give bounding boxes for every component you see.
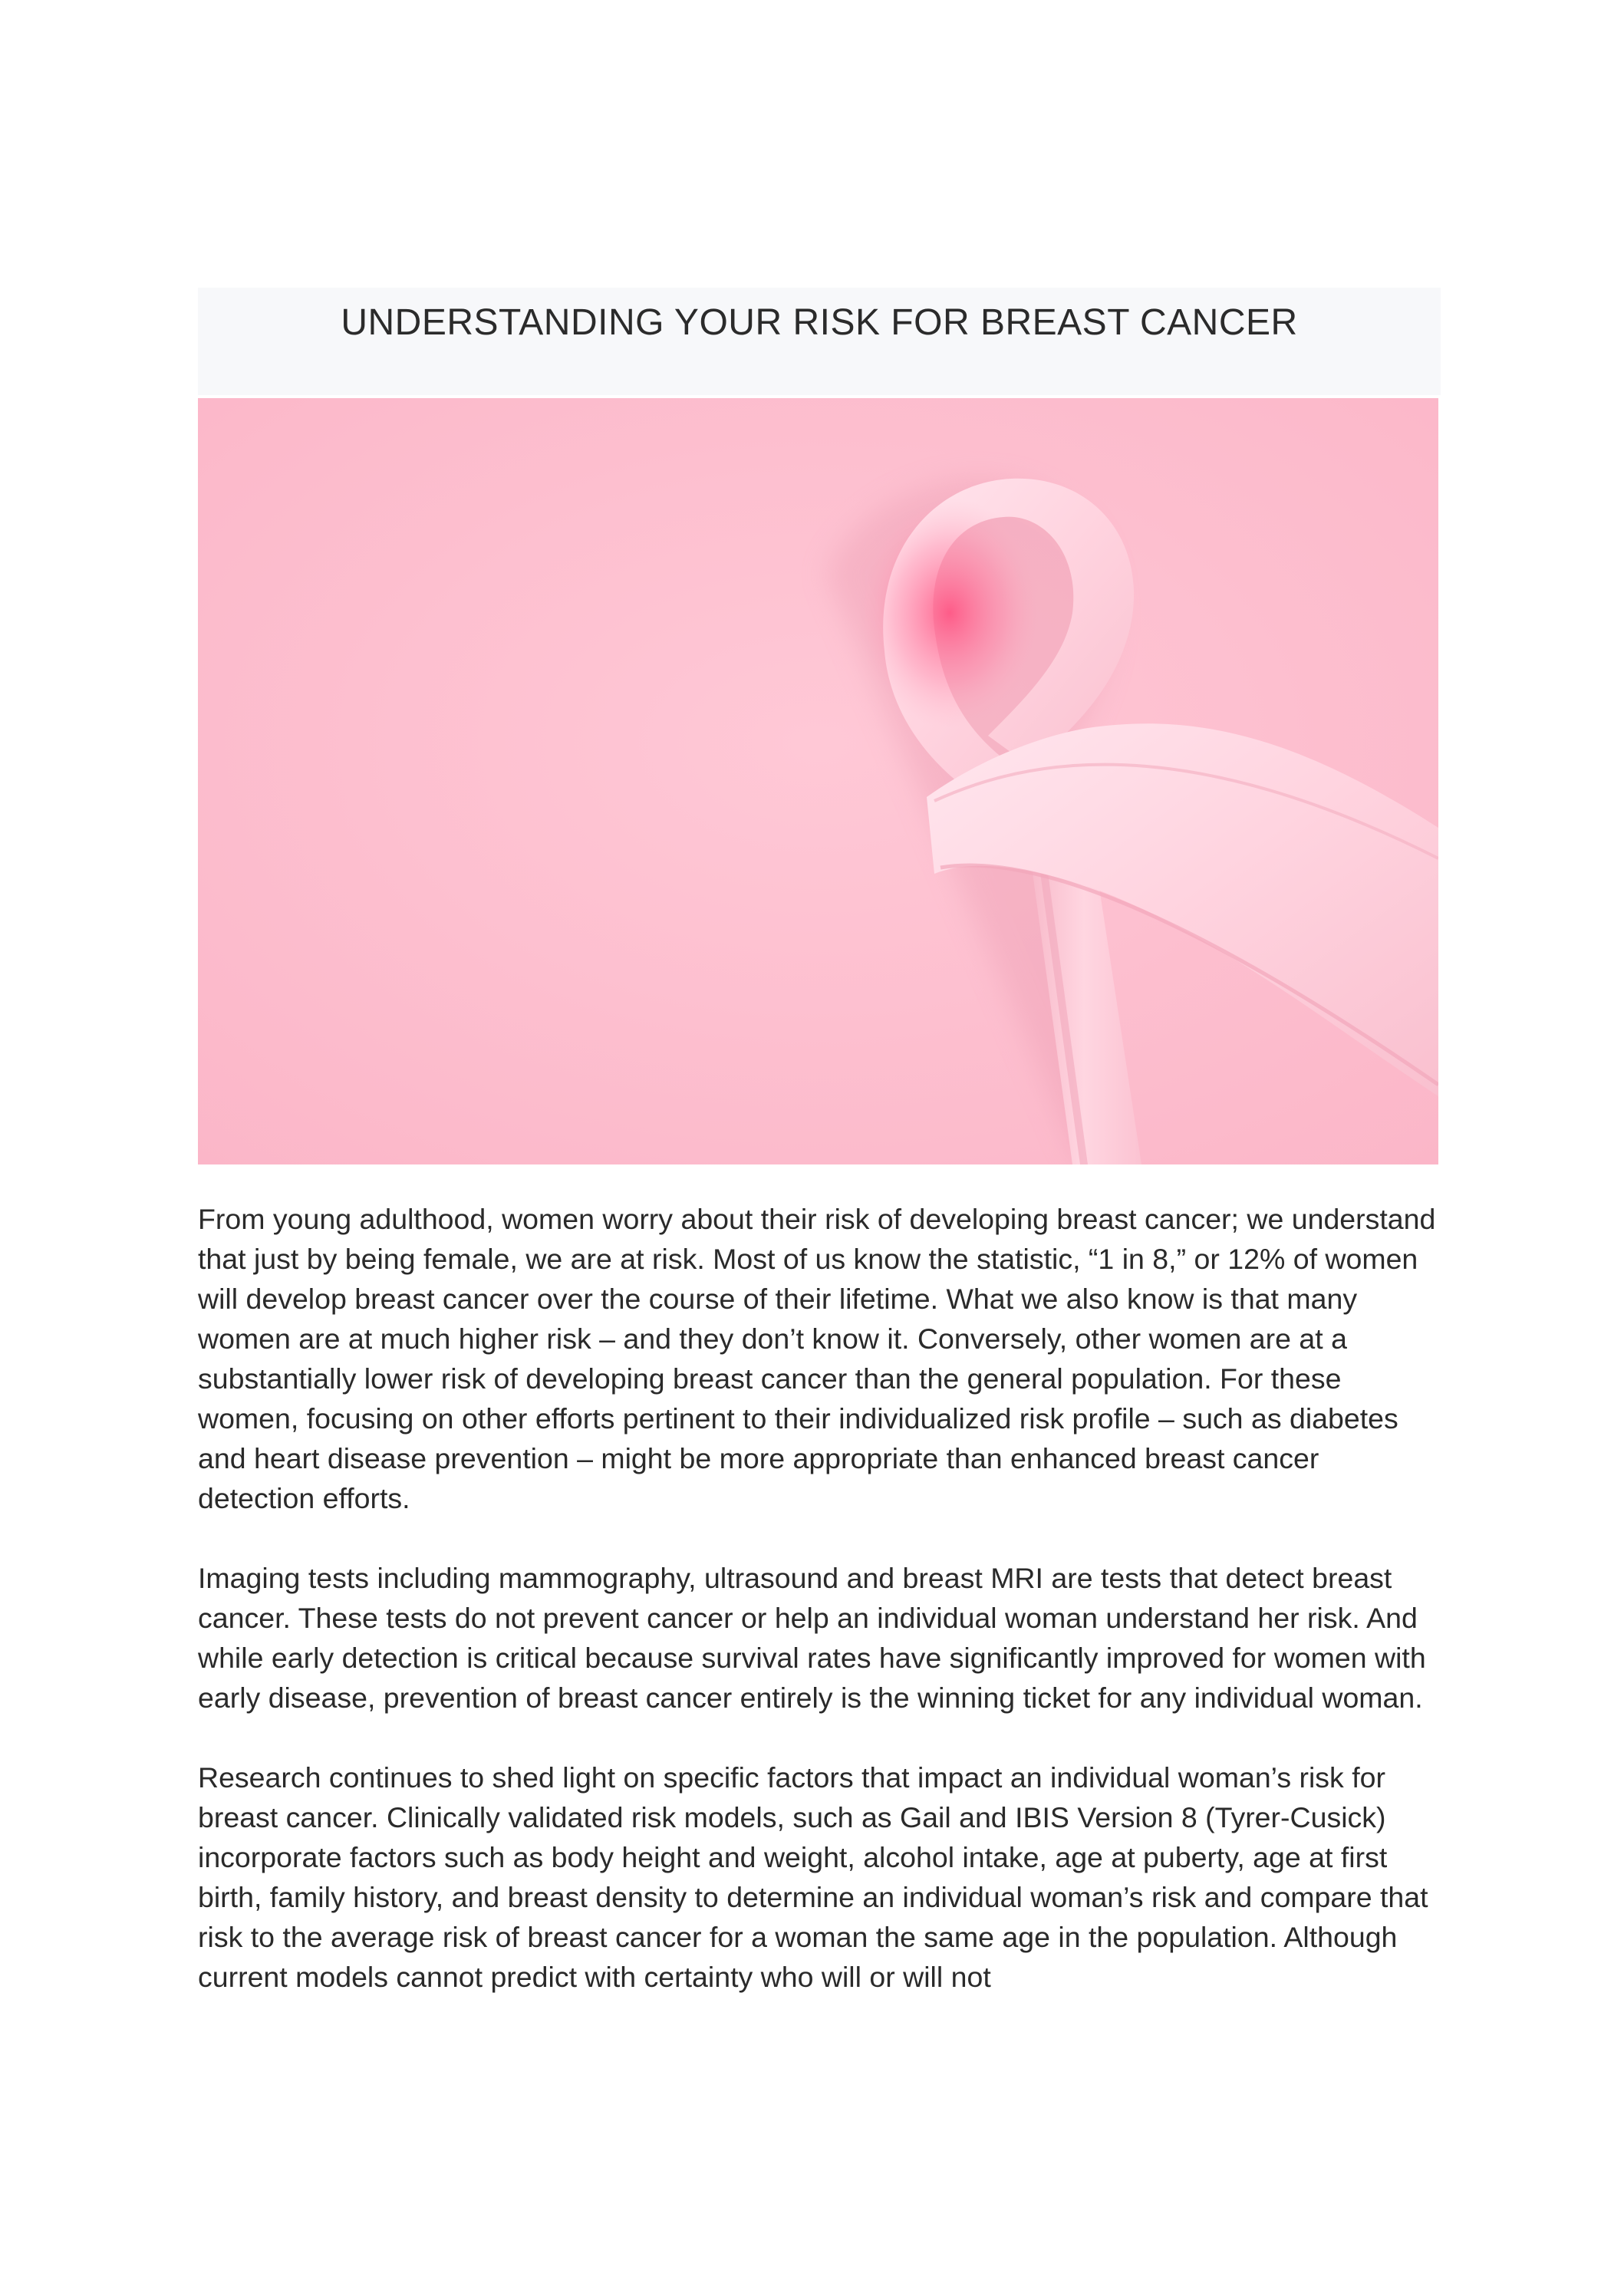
pink-ribbon-icon — [198, 398, 1438, 1164]
article-body — [198, 1199, 1441, 2037]
paragraph: Imaging tests including mammography, ultrasound and breast MRI are tests that detect breast cancer. These tests do not prevent cancer or help an individual woman understand her risk. And while early detection is critical because survival rates have significantly improved for women with early disease, prevention of breast cancer entirely is the winning ticket for any individual woman. — [198, 1562, 1426, 1714]
paragraph: Research continues to shed light on specific factors that impact an individual woman’s risk for breast cancer. Clinically validated risk models, such as Gail and IBIS Version 8 (Tyrer-Cusick) incorporate factors such as body height and weight, alcohol intake, age at puberty, age at first birth, family history, and breast density to determine an individual woman’s risk and compare that risk to the average risk of breast cancer for a woman the same age in the population. Although current models cannot predict with certainty who will or will not — [198, 1761, 1428, 1993]
title-banner — [198, 288, 1441, 395]
paragraph: From young adulthood, women worry about their risk of developing breast cancer; we understand that just by being female, we are at risk. Most of us know the statistic, “1 in 8,” or 12% of women will develop breast cancer over the course of their lifetime. What we also know is that many women are at much higher risk – and they don’t know it. Conversely, other women are at a substantially lower risk of developing breast cancer than the general population. For these women, focusing on other efforts pertinent to their individualized risk profile – such as diabetes and heart disease prevention – might be more appropriate than enhanced breast cancer detection efforts. — [198, 1203, 1436, 1514]
page-title: UNDERSTANDING YOUR RISK FOR BREAST CANCER — [341, 302, 1298, 343]
hero-image — [198, 398, 1438, 1164]
